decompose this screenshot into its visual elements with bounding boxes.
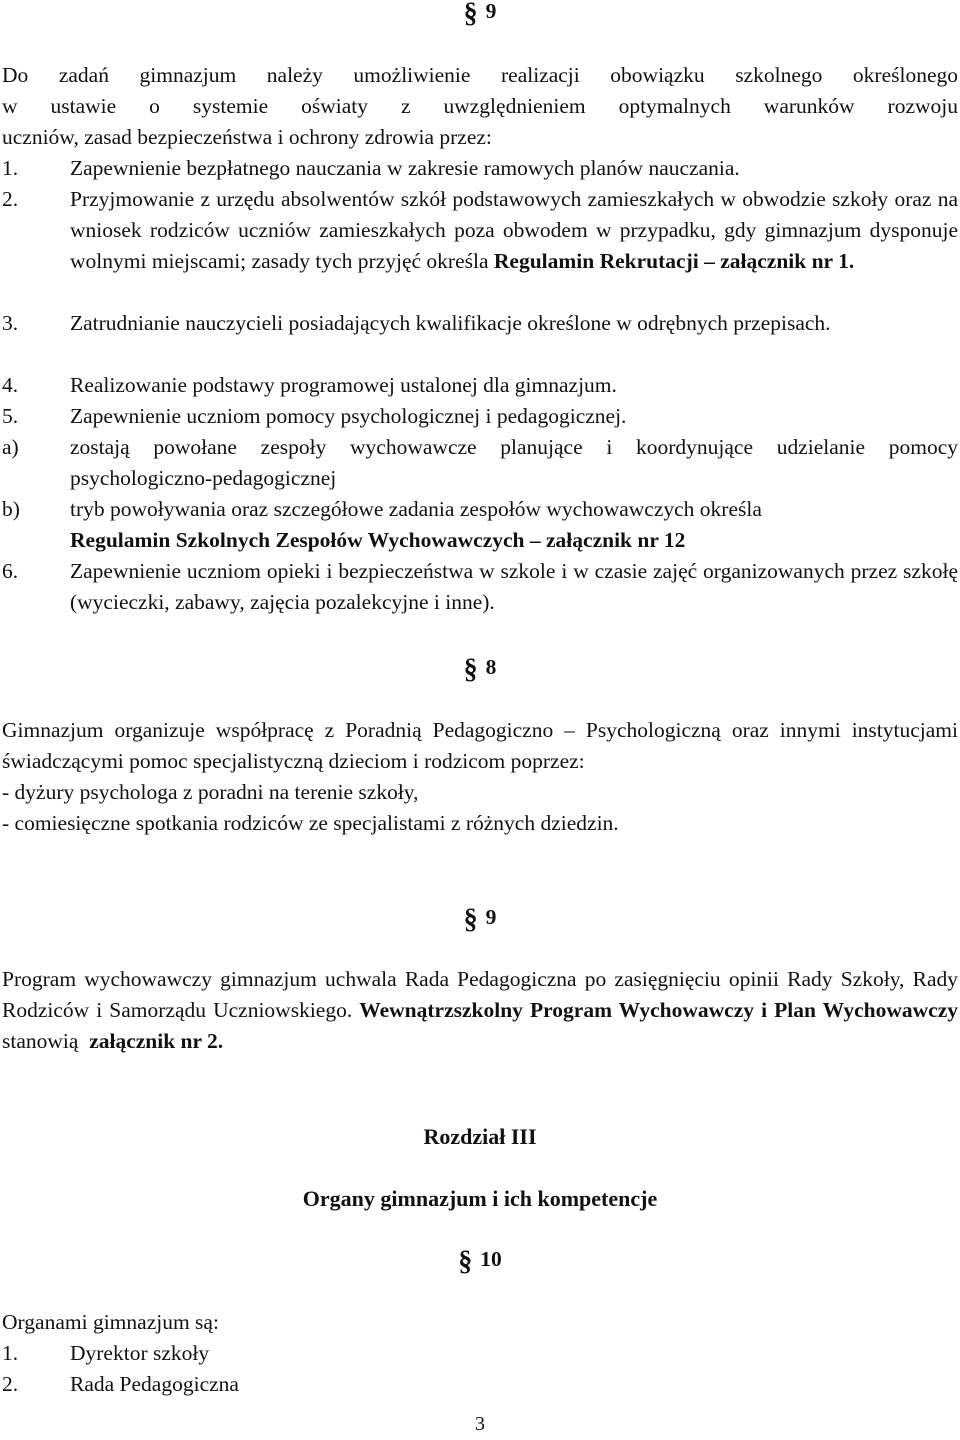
list-text-part: Przyjmowanie z urzędu absolwentów szkół podstawowych zamieszkałych w obwodzie szkoły oraz na wniosek rodziców uczniów zamieszkałych poza obwodem w przypadku, gdy gimnazjum dysponuje wolnymi miejscami; zasady tych przyjęć określa: [70, 187, 958, 273]
organ-item-1: [2, 1338, 958, 1369]
section-number: 8: [485, 655, 497, 679]
list-number: 5.: [2, 404, 19, 428]
paragraph-8: [2, 715, 958, 839]
list-number: 1.: [2, 1341, 19, 1365]
list-item-6: [2, 556, 958, 618]
intro-paragraph: [2, 60, 958, 153]
list-text: [70, 494, 958, 556]
list-text: Zapewnienie uczniom opieki i bezpieczeństwa w szkole i w czasie zajęć organizowanych przez szkołę (wycieczki, zabawy, zajęcia pozalekcyjne i inne).: [70, 559, 958, 614]
section-heading-9-top: [0, 0, 960, 29]
bold-program-name: Wewnątrzszkolny Program Wychowawczy i Plan Wychowawczy: [359, 998, 958, 1022]
bold-attachment: załącznik nr 2.: [89, 1029, 224, 1053]
section-symbol: §: [463, 904, 478, 935]
dash-item: - comiesięczne spotkania rodziców ze specjalistami z różnych dziedzin.: [2, 811, 619, 835]
section-symbol: §: [463, 0, 478, 29]
page-number: 3: [475, 1413, 485, 1435]
list-item-b: [2, 494, 958, 556]
list-text: zostają powołane zespoły wychowawcze planujące i koordynujące udzielanie pomocy psychologiczno-pedagogicznej: [70, 435, 958, 490]
list-item-a: [2, 432, 958, 494]
paragraph-9-text: Program wychowawczy gimnazjum uchwala Rada Pedagogiczna po zasięgnięciu opinii Rady Szkoły, Rady Rodziców i Samorządu Uczniowskiego.: [2, 967, 958, 1022]
section-symbol: §: [463, 654, 478, 685]
list-text: Rada Pedagogiczna: [70, 1372, 239, 1396]
organ-item-2: [2, 1369, 958, 1400]
list-letter: a): [2, 435, 19, 459]
section-number: 9: [485, 905, 497, 929]
list-text: Realizowanie podstawy programowej ustalonej dla gimnazjum.: [70, 373, 617, 397]
intro-line: w ustawie o systemie oświaty z uwzględnieniem optymalnych warunków rozwoju: [2, 94, 958, 118]
list-item-2: [2, 184, 958, 277]
dash-item: - dyżury psychologa z poradni na terenie szkoły,: [2, 780, 419, 804]
paragraph-8-text: Gimnazjum organizuje współpracę z Poradnią Pedagogiczno – Psychologiczną oraz innymi instytucjami świadczącymi pomoc specjalistyczną dzieciom i rodzicom poprzez:: [2, 718, 958, 773]
section-heading-9-bottom: [0, 902, 960, 935]
list-text: Zapewnienie uczniom pomocy psychologicznej i pedagogicznej.: [70, 404, 627, 428]
list-item-4: [2, 370, 958, 401]
list-item-5: [2, 401, 958, 432]
intro-line: Do zadań gimnazjum należy umożliwienie realizacji obowiązku szkolnego określonego: [2, 63, 958, 87]
bold-reference: Regulamin Szkolnych Zespołów Wychowawczych – załącznik nr 12: [70, 528, 686, 552]
list-number: 6.: [2, 559, 19, 583]
list-number: 2.: [2, 187, 19, 211]
list-text: Dyrektor szkoły: [70, 1341, 210, 1365]
chapter-subtitle: Organy gimnazjum i ich kompetencje: [302, 1186, 658, 1211]
list-text: [70, 184, 958, 277]
list-number: 2.: [2, 1372, 19, 1396]
section-heading-10: [0, 1244, 960, 1277]
paragraph-9-verb: stanowią: [2, 1029, 79, 1053]
section-heading-8: [0, 652, 960, 685]
paragraph-9: [2, 964, 958, 1057]
intro-line: uczniów, zasad bezpieczeństwa i ochrony zdrowia przez:: [2, 125, 492, 149]
list-number: 1.: [2, 156, 19, 180]
bold-reference: Regulamin Rekrutacji – załącznik nr 1.: [493, 249, 855, 273]
list-item-1: [2, 153, 958, 184]
list-text: Zatrudnianie nauczycieli posiadających kwalifikacje określone w odrębnych przepisach.: [70, 311, 831, 335]
list-item-3: [2, 308, 958, 339]
section-symbol: §: [458, 1246, 473, 1277]
list-number: 4.: [2, 373, 19, 397]
chapter-title: Rozdział III: [423, 1124, 537, 1149]
section-number: 9: [485, 0, 497, 23]
section-number: 10: [480, 1247, 502, 1271]
organs-intro: Organami gimnazjum są:: [2, 1310, 219, 1334]
list-letter: b): [2, 497, 20, 521]
list-number: 3.: [2, 311, 19, 335]
list-text-part: tryb powoływania oraz szczegółowe zadania zespołów wychowawczych określa: [70, 497, 762, 521]
list-text: Zapewnienie bezpłatnego nauczania w zakresie ramowych planów nauczania.: [70, 156, 740, 180]
